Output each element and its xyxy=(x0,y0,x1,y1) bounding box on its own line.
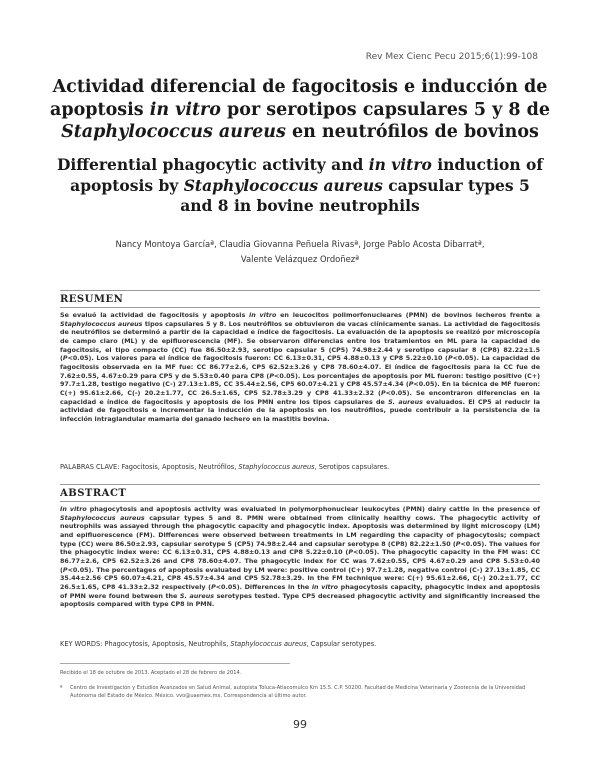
resumen-heading: RESUMEN xyxy=(60,294,124,305)
footnote-mark: ª xyxy=(60,685,63,691)
journal-reference: Rev Mex Cienc Pecu 2015;6(1):99-108 xyxy=(365,52,538,62)
resumen-body: Se evaluó la actividad de fagocitosis y apoptosis in vitro en leucocitos polimorfonucleares (PMN) de bovinos lecheros frente a Staphylococcus aureus tipos capsulares 5 y 8. Los neutrófilos se obtuvieron de vacas clínicamente sanas. La actividad de fagocitosis de neutrófilos se determinó a partir de la capacidad e índice de fagocitosis. La evaluación de la apoptosis se realizó por microscopía de campo claro (ML) y de epifluorescencia (MF). Se observaron diferencias entre los tratamientos en ML para la capacidad de fagocitosis, el tipo compacto (CC) fue 86.50±2.93, serotipo capsular 5 (CP5) 74.98±2.44 y serotipo capsular 8 (CP8) 82.22±1.5 (P<0.05). Los valores para el índice de fagocitosis fueron: CC 6.13±0.31, CP5 4.88±0.13 y CP8 5.22±0.10 (P<0.05). La capacidad de fagocitosis observada en la MF fue: CC 86.77±2.6, CP5 62.52±3.26 y CP8 78.60±4.07. El índice de fagocitosis para la CC fue de 7.62±0.55, 4.67±0.29 para CP5 y de 5.53±0.40 para CP8 (P<0.05). Los porcentajes de apoptosis por ML fueron: testigo positivo (C+) 97.7±1.28, testigo negativo (C-) 27.13±1.85, CC 35.44±2.56, CP5 60.07±4.21 y CP8 45.57±4.34 (P<0.05). En la técnica de MF fueron: C(+) 95.61±2.66, C(-) 20.2±1.77, CC 26.5±1.65, CP5 52.78±3.29 y CP8 41.33±2.32 (P<0.05). Se encontraron diferencias en la capacidad e índice de fagocitosis y apoptosis de los PMN entre los tipos capsulares de S. aureus evaluados. El CP5 al reducir la actividad de fagocitosis e incrementar la inducción de la apoptosis en los neutrófilos, puede contribuir a la persistencia de la infección intraglandular mamaria del ganado lechero en la mastitis bovina. xyxy=(60,312,540,423)
title-spanish: Actividad diferencial de fagocitosis e inducción de apoptosis in vitro por serotipos capsulares 5 y 8 de Staphylococcus aureus en neutrófilos de bovinos xyxy=(50,77,550,142)
section-divider xyxy=(60,290,540,291)
section-divider xyxy=(60,501,540,502)
affiliation-note: ª Centro de Investigación y Estudios Avanzados en Salud Animal, autopista Toluca-Atlacomulco Km 15.5. C.P. 50200. Facultad de Medicina Veterinaria y Zootecnia de la Universidad Autónoma del Estado de México. México. vvo@uaemex.mx. Correspondencia al último autor. xyxy=(60,685,526,699)
title-english: Differential phagocytic activity and in vitro induction of apoptosis by Staphylococcus aureus capsular types 5 and 8 in bovine neutrophils xyxy=(56,155,544,215)
section-divider xyxy=(60,484,540,485)
palabras-clave: PALABRAS CLAVE: Fagocitosis, Apoptosis, Neutrófilos, Staphylococcus aureus, Serotipos capsulares. xyxy=(60,463,390,471)
received-note: Recibido el 18 de octubre de 2013. Aceptado el 28 de febrero de 2014. xyxy=(60,670,242,676)
section-divider xyxy=(60,307,540,308)
key-words: KEY WORDS: Phagocytosis, Apoptosis, Neutrophils, Staphylococcus aureus, Capsular serotypes. xyxy=(60,640,377,648)
page-number: 99 xyxy=(293,718,307,731)
abstract-heading: ABSTRACT xyxy=(60,488,127,499)
authors-line-1: Nancy Montoya Garcíaª, Claudia Giovanna Peñuela Rivasª, Jorge Pablo Acosta Dibarratª, xyxy=(115,239,485,249)
footnote-divider xyxy=(60,663,290,664)
authors-line-2: Valente Velázquez Ordoñezª xyxy=(240,254,360,264)
abstract-body: In vitro phagocytosis and apoptosis activity was evaluated in polymorphonuclear leukocytes (PMN) dairy cattle in the presence of Staphylococcus aureus capsular types 5 and 8. PMN were obtained from clinically healthy cows. The phagocytic activity of neutrophils was assayed through the phagocytic capacity and phagocytic index. Apoptosis was determined by light microscopy (LM) and epifluorescence (FM). Differences were observed between treatments in LM regarding the capacity of phagocytosis; compact type (CC) were 86.50±2.93, capsular serotype 5 (CP5) 74.98±2.44 and capsular serotype 8 (CP8) 82.22±1.50 (P<0.05). The values for the phagocytic index were: CC 6.13±0.31, CP5 4.88±0.13 and CP8 5.22±0.10 (P<0.05). The phagocytic capacity in the FM was: CC 86.77±2.6, CP5 62.52±3.26 and CP8 78.60±4.07. The phagocytic index for CC was 7.62±0.55, CP5 4.67±0.29 and CP8 5.53±0.40 (P<0.05). The percentages of apoptosis evaluated by LM were: positive control (C+) 97.7±1.28, negative control (C-) 27.13±1.85, CC 35.44±2.56 CP5 60.07±4.21, CP8 45.57±4.34 and CP5 52.78±3.29. In the FM technique were: C(+) 95.61±2.66, C(-) 20.2±1.77, CC 26.5±1.65, CP8 41.33±2.32 respectively (P<0.05). Differences in the in vitro phagocytosis capacity, phagocytic index and apoptosis of PMN were found between the S. aureus serotypes tested. Type CP5 decreased phagocytic activity and significantly increased the apoptosis compared with type CP8 in PMN. xyxy=(60,506,540,609)
author-list xyxy=(60,237,540,267)
